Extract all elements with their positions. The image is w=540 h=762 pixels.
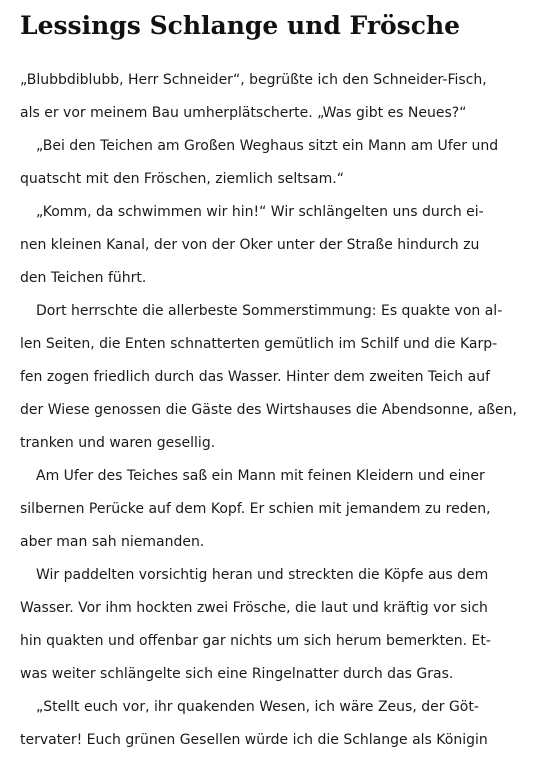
text-line: tervater! Euch grünen Gesellen würde ich die Schlange als Königin [20, 732, 488, 748]
text-line: len Seiten, die Enten schnatterten gemütlich im Schilf und die Karp- [20, 336, 498, 352]
text-line: „Bei den Teichen am Großen Weghaus sitzt ein Mann am Ufer und [36, 138, 499, 154]
text-line: der Wiese genossen die Gäste des Wirtshauses die Abendsonne, aßen, [20, 402, 517, 418]
text-line: Am Ufer des Teiches saß ein Mann mit feinen Kleidern und einer [36, 468, 485, 484]
text-line: was weiter schlängelte sich eine Ringelnatter durch das Gras. [20, 666, 454, 682]
paragraph [20, 295, 520, 460]
text-line: als er vor meinem Bau umherplätscherte. „Was gibt es Neues?“ [20, 105, 467, 121]
paragraph [20, 460, 520, 559]
chapter-title: Lessings Schlange und Frösche [20, 11, 461, 40]
text-line: „Komm, da schwimmen wir hin!“ Wir schlängelten uns durch ei- [36, 204, 484, 220]
text-line: Dort herrschte die allerbeste Sommerstimmung: Es quakte von al- [36, 303, 503, 319]
text-line: „Blubbdiblubb, Herr Schneider“, begrüßte ich den Schneider-Fisch, [20, 72, 487, 88]
text-line: quatscht mit den Fröschen, ziemlich seltsam.“ [20, 171, 345, 187]
text-line: Wasser. Vor ihm hockten zwei Frösche, die laut und kräftig vor sich [20, 600, 488, 616]
text-line: den Teichen führt. [20, 270, 147, 286]
text-line: aber man sah niemanden. [20, 534, 205, 550]
text-line: silbernen Perücke auf dem Kopf. Er schien mit jemandem zu reden, [20, 501, 491, 517]
text-line: nen kleinen Kanal, der von der Oker unter der Straße hindurch zu [20, 237, 480, 253]
paragraph [20, 64, 520, 130]
text-line: „Stellt euch vor, ihr quakenden Wesen, ich wäre Zeus, der Göt- [36, 699, 479, 715]
paragraph [20, 130, 520, 196]
paragraph [20, 691, 520, 757]
text-line: Wir paddelten vorsichtig heran und streckten die Köpfe aus dem [36, 567, 489, 583]
text-line: tranken und waren gesellig. [20, 435, 216, 451]
body-text [20, 64, 520, 757]
text-line: fen zogen friedlich durch das Wasser. Hinter dem zweiten Teich auf [20, 369, 491, 385]
text-line: hin quakten und offenbar gar nichts um sich herum bemerkten. Et- [20, 633, 491, 649]
paragraph [20, 196, 520, 295]
paragraph [20, 559, 520, 691]
